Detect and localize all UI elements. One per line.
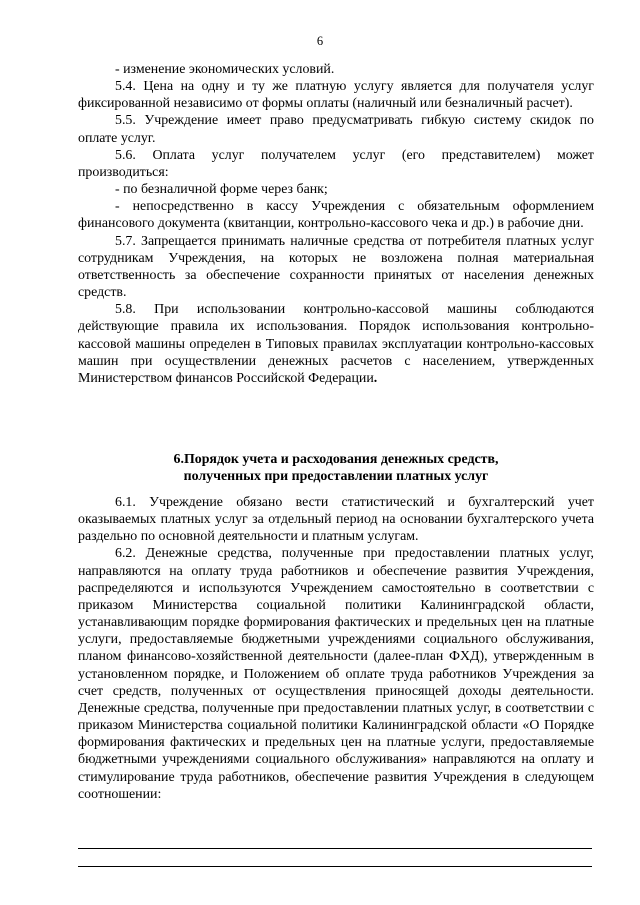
- paragraph-5-5: 5.5. Учреждение имеет право предусматривать гибкую систему скидок по оплате услуг.: [78, 113, 594, 146]
- paragraph-bank-payment: - по безналичной форме через банк;: [115, 182, 328, 198]
- paragraph-cash-desk: - непосредственно в кассу Учреждения с обязательным оформлением финансового документа (квитанции, контрольно-кассового чека и др.) в рабочие дни.: [78, 199, 594, 232]
- section6-body: [78, 494, 594, 803]
- paragraph-6-1: 6.1. Учреждение обязано вести статистический и бухгалтерский учет оказываемых платных услуг за отдельный период на основании бухгалтерского учета раздельно по основной деятельности и платным услугам.: [78, 495, 594, 545]
- paragraph-5-8-period: .: [373, 370, 378, 386]
- paragraph-5-7: 5.7. Запрещается принимать наличные средства от потребителя платных услуг сотрудникам Учреждения, на которых не возложена полная материальная ответственность за обеспечение сохранности принятых от населения денежных средств.: [78, 233, 594, 301]
- section6-heading-line2: полученных при предоставлении платных услуг: [183, 469, 489, 485]
- section6-heading-line1: 6.Порядок учета и расходования денежных средств,: [173, 452, 499, 467]
- blank-line-1: [78, 848, 592, 849]
- paragraph-5-6: 5.6. Оплата услуг получателем услуг (его представителем) может производиться:: [78, 147, 594, 180]
- section6-heading: [78, 451, 594, 485]
- blank-line-2: [78, 866, 592, 867]
- paragraph-economic-conditions: - изменение экономических условий.: [115, 62, 335, 77]
- page-number: 6: [316, 34, 324, 48]
- paragraph-5-4: 5.4. Цена на одну и ту же платную услугу является для получателя услуг фиксированной независимо от формы оплаты (наличный или безналичный расчет).: [78, 79, 594, 112]
- paragraph-5-8-text: 5.8. При использовании контрольно-кассовой машины соблюдаются действующие правила их использования. Порядок использования контрольно-кассовой машины определен в Типовых правилах эксплуатации контрольно-кассовых машин при осуществлении денежных расчетов с населением, утвержденных Министерством финансов Российской Федерации: [78, 302, 594, 386]
- paragraph-6-2: 6.2. Денежные средства, полученные при предоставлении платных услуг, направляются на оплату труда работников и обеспечение развития Учреждения, распределяются и используются Учреждением самостоятельно в соответствии с приказом Министерства социальной политики Калининградской области, устанавливающим порядке формирования фактических и предельных цен на платные услуги, предоставляемые бюджетными учреждениями социального обслуживания, планом финансово-хозяйственной деятельности (далее-план ФХД), утвержденным в установленном порядке, и Положением об оплате труда работников Учреждения за счет средств, полученных от осуществления приносящей доходы деятельности. Денежные средства, полученные при предоставлении платных услуг, в соответствии с приказом Министерства социальной политики Калининградской области «О Порядке формирования фактических и предельных цен на платные услуги, предоставляемые бюджетными учреждениями социального обслуживания» направляются на оплату и стимулирование труда работников, обеспечение развития Учреждения в следующем соотношении:: [78, 546, 594, 802]
- section5-body: [78, 61, 594, 387]
- paragraph-5-8: [78, 301, 594, 387]
